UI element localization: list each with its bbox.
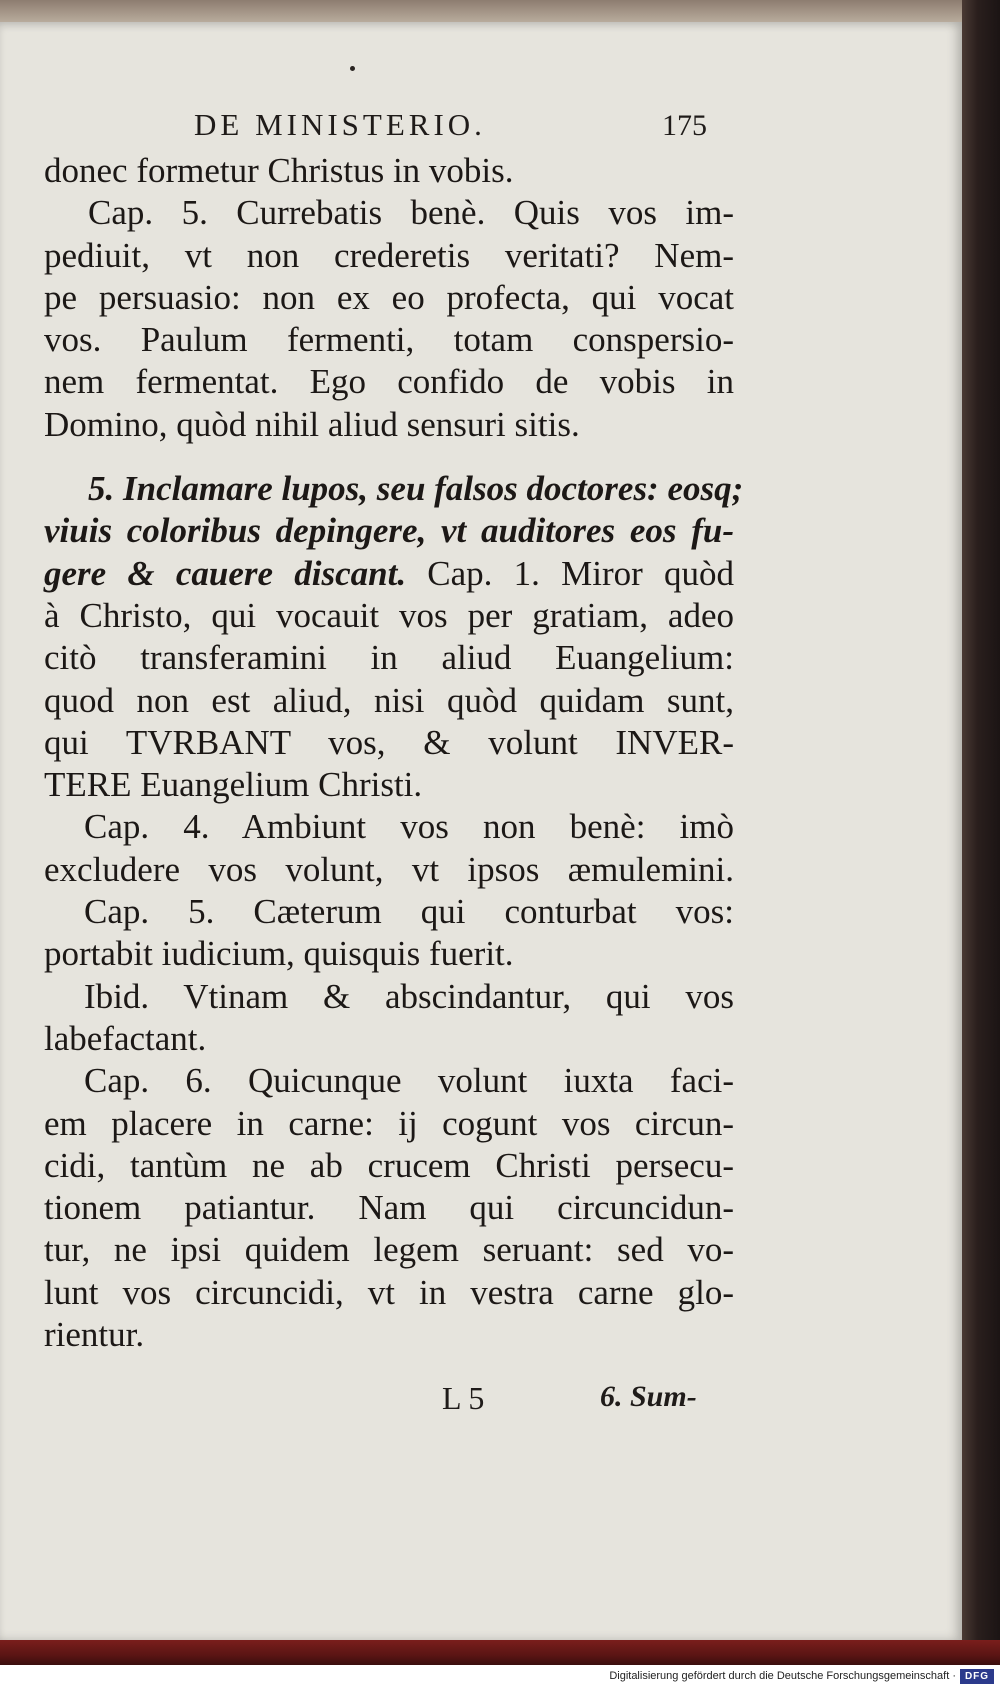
text-line: Ibid. Vtinam & abscindantur, qui vos xyxy=(84,976,734,1016)
text-line: donec formetur Christus in vobis. xyxy=(44,151,514,190)
text-line: portabit iudicium, quisquis fuerit. xyxy=(44,934,514,974)
scan-top-edge xyxy=(0,0,962,22)
funding-credit: Digitalisierung gefördert durch die Deutsche Forschungsgemeinschaft · xyxy=(609,1670,956,1682)
text-line: Cap. 5. Cæterum qui conturbat vos: xyxy=(84,892,734,932)
text-line: vos. Paulum fermenti, totam conspersio- xyxy=(44,320,734,360)
text-line: Cap. 6. Quicunque volunt iuxta faci- xyxy=(84,1061,734,1101)
catchword: 6. Sum- xyxy=(600,1380,697,1413)
text-line: à Christo, qui vocauit vos per gratiam, adeo xyxy=(44,595,734,635)
dfg-logo: DFG xyxy=(960,1669,994,1684)
scan-bottom-edge xyxy=(0,1640,1000,1665)
section-heading-end: gere & cauere discant. xyxy=(44,553,407,593)
text-line: Cap. 5. Currebatis benè. Quis vos im- xyxy=(88,193,734,233)
book-binding-edge xyxy=(962,0,1000,1660)
signature-mark: L 5 xyxy=(442,1380,485,1416)
text-line: lunt vos circuncidi, vt in vestra carne glo- xyxy=(44,1272,734,1312)
text-line: qui TVRBANT vos, & volunt INVER- xyxy=(44,722,734,762)
text-line: tur, ne ipsi quidem legem seruant: sed vo- xyxy=(44,1230,734,1270)
page-number: 175 xyxy=(662,109,707,142)
page-footer-marks xyxy=(0,1380,962,1424)
text-line: tionem patiantur. Nam qui circuncidun- xyxy=(44,1188,734,1228)
text-line: pediuit, vt non crederetis veritati? Nem- xyxy=(44,235,734,275)
text-line: TERE Euangelium Christi. xyxy=(44,765,423,805)
text-line: nem fermentat. Ego confido de vobis in xyxy=(44,362,734,402)
text-line: pe persuasio: non ex eo profecta, qui vocat xyxy=(44,277,734,317)
body-text xyxy=(44,150,744,1356)
text-line: rientur. xyxy=(44,1315,145,1355)
text-line: Cap. 4. Ambiunt vos non benè: imò xyxy=(84,807,734,847)
text-line: cidi, tantùm ne ab crucem Christi persecu- xyxy=(44,1145,734,1185)
text-line: em placere in carne: ij cogunt vos circun- xyxy=(44,1103,734,1143)
text-line: quod non est aliud, nisi quòd quidam sunt, xyxy=(44,680,734,720)
text-line: Domino, quòd nihil aliud sensuri sitis. xyxy=(44,404,580,444)
text-line: labefactant. xyxy=(44,1018,207,1058)
running-title: DE MINISTERIO. xyxy=(194,107,486,142)
paragraph-gap xyxy=(44,446,734,468)
ink-dot xyxy=(350,66,355,71)
digitization-footer xyxy=(0,1665,1000,1690)
text-line: excludere vos volunt, vt ipsos æmulemini. xyxy=(44,849,734,889)
section-heading-line: 5. Inclamare lupos, seu falsos doctores: eosq; xyxy=(88,469,744,509)
mixed-text-line xyxy=(44,553,734,595)
text-line: citò transferamini in aliud Euangelium: xyxy=(44,638,734,678)
text-fragment: Cap. 1. Miror quòd xyxy=(406,553,734,593)
running-header xyxy=(0,107,962,147)
section-heading-line: viuis coloribus depingere, vt auditores eos fu- xyxy=(44,511,734,551)
